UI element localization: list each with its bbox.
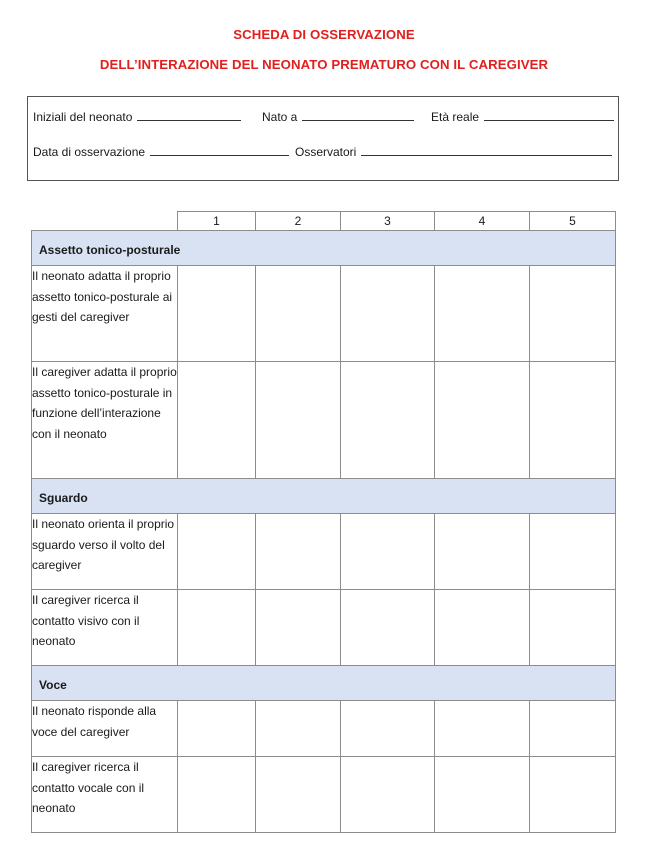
date-field xyxy=(33,145,289,159)
age-field xyxy=(431,110,614,124)
item-row xyxy=(32,757,616,833)
header-blank-cell xyxy=(32,212,178,231)
score-cell[interactable] xyxy=(341,590,435,666)
score-cell[interactable] xyxy=(530,757,616,833)
score-cell[interactable] xyxy=(341,514,435,590)
column-header: 4 xyxy=(435,212,530,231)
born-field xyxy=(262,110,414,124)
item-row xyxy=(32,590,616,666)
born-label: Nato a xyxy=(262,110,298,124)
item-label: Il neonato risponde alla voce del caregiver xyxy=(32,701,178,757)
score-cell[interactable] xyxy=(178,701,256,757)
score-cell[interactable] xyxy=(178,757,256,833)
item-label: Il caregiver ricerca il contatto vocale con il neonato xyxy=(32,757,178,833)
observers-input[interactable] xyxy=(361,145,612,156)
section-row xyxy=(32,479,616,514)
score-cell[interactable] xyxy=(530,590,616,666)
column-header: 2 xyxy=(256,212,341,231)
initials-label: Iniziali del neonato xyxy=(33,110,133,124)
observers-label: Osservatori xyxy=(295,145,357,159)
score-cell[interactable] xyxy=(435,701,530,757)
section-row xyxy=(32,231,616,266)
date-input[interactable] xyxy=(150,145,289,156)
form-subtitle: DELL’INTERAZIONE DEL NEONATO PREMATURO CON IL CAREGIVER xyxy=(99,57,549,72)
score-cell[interactable] xyxy=(256,362,341,479)
score-cell[interactable] xyxy=(178,514,256,590)
item-row xyxy=(32,362,616,479)
date-label: Data di osservazione xyxy=(33,145,146,159)
age-input[interactable] xyxy=(484,110,614,121)
item-label: Il neonato orienta il proprio sguardo verso il volto del caregiver xyxy=(32,514,178,590)
score-cell[interactable] xyxy=(341,362,435,479)
column-header: 1 xyxy=(178,212,256,231)
score-cell[interactable] xyxy=(530,514,616,590)
patient-info-box xyxy=(27,96,619,181)
score-cell[interactable] xyxy=(256,266,341,362)
item-label: Il caregiver adatta il proprio assetto tonico-posturale in funzione dell’interazione con il neonato xyxy=(32,362,178,479)
section-title: Assetto tonico-posturale xyxy=(32,231,616,266)
score-cell[interactable] xyxy=(178,362,256,479)
age-label: Età reale xyxy=(431,110,480,124)
score-cell[interactable] xyxy=(256,757,341,833)
section-title: Sguardo xyxy=(32,479,616,514)
item-row xyxy=(32,266,616,362)
score-cell[interactable] xyxy=(530,701,616,757)
score-cell[interactable] xyxy=(256,514,341,590)
score-cell[interactable] xyxy=(256,590,341,666)
score-cell[interactable] xyxy=(435,514,530,590)
column-header: 5 xyxy=(530,212,616,231)
item-label: Il neonato adatta il proprio assetto tonico-posturale ai gesti del caregiver xyxy=(32,266,178,362)
score-cell[interactable] xyxy=(435,590,530,666)
score-cell[interactable] xyxy=(341,757,435,833)
score-cell[interactable] xyxy=(178,266,256,362)
initials-input[interactable] xyxy=(137,110,241,121)
score-cell[interactable] xyxy=(530,362,616,479)
score-cell[interactable] xyxy=(435,266,530,362)
born-input[interactable] xyxy=(302,110,414,121)
item-label: Il caregiver ricerca il contatto visivo con il neonato xyxy=(32,590,178,666)
section-row xyxy=(32,666,616,701)
score-cell[interactable] xyxy=(341,701,435,757)
section-title: Voce xyxy=(32,666,616,701)
item-row xyxy=(32,701,616,757)
score-cell[interactable] xyxy=(435,362,530,479)
initials-field xyxy=(33,110,241,124)
observation-table xyxy=(31,211,616,833)
score-cell[interactable] xyxy=(256,701,341,757)
observers-field xyxy=(295,145,612,159)
score-cell[interactable] xyxy=(178,590,256,666)
score-cell[interactable] xyxy=(435,757,530,833)
column-header: 3 xyxy=(341,212,435,231)
item-row xyxy=(32,514,616,590)
header-row xyxy=(32,212,616,231)
score-cell[interactable] xyxy=(341,266,435,362)
form-title: SCHEDA DI OSSERVAZIONE xyxy=(233,27,415,42)
score-cell[interactable] xyxy=(530,266,616,362)
